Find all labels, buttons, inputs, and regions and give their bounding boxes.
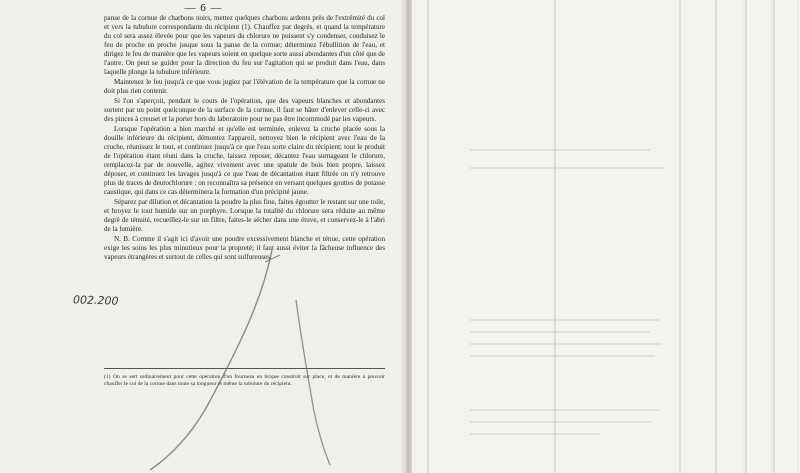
paragraph: panse de la cornue de charbons noirs, mettez quelques charbons ardents près de l'extrémité du col et vers la tubulure correspondante du récipient (1). Chauffez par degrés, et quand la température du col sera assez élevée pour que les vapeurs du chlorure ne puissent s'y condenser, conduisez le feu de proche en proche jusque sous la panse de la cornue; déterminez l'ébullition de l'eau, et dirigez le feu de manière que les vapeurs soient en quelque sorte aussi abondantes d'un côté que de l'autre. On peut se guider pour la direction du feu sur l'agitation qui se produit dans l'eau, dans laquelle plonge la tubulure inférieure. bbox=[104, 14, 385, 76]
paragraph-note: N. B. Comme il s'agit ici d'avoir une poudre excessivement blanche et ténue, cette opération exige les soins les plus minutieux pour la propreté; il faut aussi éviter la fâcheuse influence des vapeurs étrangères et surtout de celles qui sont sulfureuses. bbox=[104, 235, 385, 261]
right-page bbox=[412, 0, 800, 473]
paragraph: Séparez par dilution et décantation la poudre la plus fine, faites égoutter le restant sur une toile, et broyez le tout humide sur un porphyre. Lorsque la totalité du chlorure sera réduite au même degré de ténuité, recueillez-le sur un filtre, faites-le sécher dans une étuve, et conservez-le à l'abri de la lumière. bbox=[104, 198, 385, 233]
page-number: — 6 — bbox=[184, 2, 223, 14]
body-text bbox=[104, 14, 385, 263]
paragraph: Lorsque l'opération a bien marché et qu'elle est terminée, enlevez la cruche placée sous la douille inférieure du récipient, démontez l'appareil, nettoyez bien le récipient avec l'eau de la cruche, réunissez le tout, et continuez jusqu'à ce que l'eau sorte claire du récipient; tout le produit de l'opération étant réuni dans la cruche, laissez reposer, décantez l'eau surnageant le chlorure, remplacez-la par de nouvelle, agitez vivement avec une spatule de bois bien propre, laissez déposer, et continuez les lavages jusqu'à ce que l'eau de décantation étant filtrée on n'y retrouve plus de traces de deutochlorure : on reconnaîtra sa présence en versant quelques gouttes de potasse caustique, qui dans ce cas déterminera la formation d'un précipité jaune. bbox=[104, 125, 385, 196]
margin-stamp: 002.200 bbox=[72, 293, 119, 308]
footnote: (1) On se sert ordinairement pour cette opération d'un fourneau en brique construit sur place, et de manière à pouvoir chauffer le col de la cornue dans toute sa longueur et même la tubulure du récipient. bbox=[104, 374, 385, 388]
paragraph: Maintenez le feu jusqu'à ce que vous jugiez par l'élévation de la température que la cornue ne doit plus rien contenir. bbox=[104, 78, 385, 95]
paragraph: Si l'on s'aperçoit, pendant le cours de l'opération, que des vapeurs blanches et abondantes sortent par un point quelconque de la surface de la cornue, il faut se hâter d'enlever celle-ci avec des pinces à creuset et la porter hors du laboratoire pour ne pas être incommodé par les vapeurs. bbox=[104, 97, 385, 123]
footnote-rule bbox=[104, 368, 385, 369]
